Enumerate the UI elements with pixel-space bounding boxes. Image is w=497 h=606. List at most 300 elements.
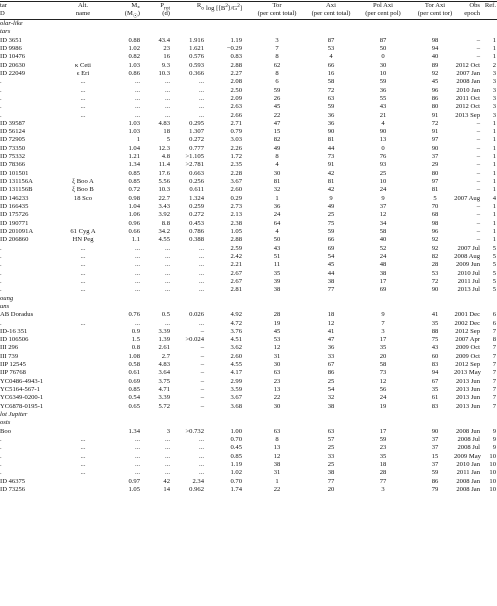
cell-ref: 7 xyxy=(492,402,496,410)
cell-ref: 1 xyxy=(492,119,496,127)
cell-prot: ... xyxy=(165,286,170,294)
cell-ref: 1 xyxy=(492,228,496,235)
cell-ro: 0.366 xyxy=(189,69,204,77)
cell-alt: ... xyxy=(80,94,86,102)
cell-toraxi: 96 xyxy=(431,86,439,94)
cell-prot: 3 xyxy=(166,427,170,435)
cell-alt xyxy=(60,486,106,494)
cell-prot: 34.2 xyxy=(158,228,170,235)
cell-ro: ... xyxy=(199,86,204,94)
cell-ref: 9 xyxy=(492,436,496,443)
cell-toraxi: 94 xyxy=(431,44,439,52)
cell-ro: 0.576 xyxy=(189,53,204,61)
cell-mass: 0.85 xyxy=(128,178,140,186)
cell-ref: 10 xyxy=(489,460,496,468)
cell-ref: 5 xyxy=(492,277,496,285)
column-header-star: tar xyxy=(0,2,7,9)
cell-tor: 11 xyxy=(273,261,281,269)
cell-polaxi: 18 xyxy=(379,460,387,468)
cell-alt xyxy=(60,386,106,394)
cell-alt: 61 Cyg A xyxy=(70,228,96,235)
cell-tor: 59 xyxy=(273,86,281,94)
cell-mass: 0.85 xyxy=(128,169,140,177)
cell-star: ID 166435 xyxy=(0,203,29,211)
cell-tor: 31 xyxy=(273,469,281,477)
cell-alt xyxy=(60,311,106,319)
cell-toraxi: 5 xyxy=(433,194,437,202)
cell-star: ID 22049 xyxy=(0,69,26,77)
cell-prot: ... xyxy=(165,469,170,477)
cell-toraxi: 53 xyxy=(431,269,439,277)
cell-polaxi: 4 xyxy=(381,119,385,127)
cell-axi: 4 xyxy=(329,53,333,61)
cell-ref: 9 xyxy=(492,427,496,435)
cell-tor: 39 xyxy=(273,277,281,285)
cell-logb: 2.66 xyxy=(230,111,242,119)
cell-toraxi: 83 xyxy=(431,402,439,410)
cell-polaxi: 52 xyxy=(379,244,387,252)
cell-ro: 0.453 xyxy=(189,219,204,227)
cell-alt: ξ Boo A xyxy=(72,178,94,186)
cell-epoch: 2008 Aug xyxy=(454,252,480,260)
cell-epoch: 2012 Oct xyxy=(455,61,480,69)
cell-axi: 53 xyxy=(327,44,335,52)
cell-logb: 1.72 xyxy=(230,153,242,161)
cell-ref: 7 xyxy=(492,369,496,377)
cell-polaxi: 10 xyxy=(379,69,387,77)
cell-ro: – xyxy=(200,352,204,360)
column-unit-epoch: epoch xyxy=(464,10,480,17)
cell-tor: 1 xyxy=(275,194,279,202)
cell-star: ID 3651 xyxy=(0,36,22,44)
cell-mass: 0.76 xyxy=(128,311,140,319)
column-unit-logb xyxy=(206,10,242,18)
cell-alt xyxy=(60,394,106,402)
cell-epoch: 2009 May xyxy=(454,452,481,460)
cell-ro: – xyxy=(200,327,204,335)
cell-axi: 12 xyxy=(327,319,335,327)
cell-epoch: 2007 Aug xyxy=(454,194,480,202)
cell-tor: 26 xyxy=(273,94,281,102)
cell-tor: 8 xyxy=(275,436,279,443)
section-heading: osts xyxy=(0,419,11,427)
cell-toraxi: 37 xyxy=(431,436,439,443)
cell-toraxi: 92 xyxy=(431,69,439,77)
cell-mass: 0.8 xyxy=(131,344,140,352)
cell-epoch: – xyxy=(476,203,480,211)
cell-alt xyxy=(60,161,106,169)
cell-prot: ... xyxy=(165,452,170,460)
cell-alt: ... xyxy=(80,261,86,269)
cell-polaxi: 59 xyxy=(379,78,387,86)
cell-ref: 1 xyxy=(492,219,496,227)
cell-alt: ... xyxy=(80,452,86,460)
cell-ref: 1 xyxy=(492,178,496,186)
cell-mass: 1.02 xyxy=(128,44,140,52)
cell-polaxi: 23 xyxy=(379,444,387,452)
cell-star: . xyxy=(0,286,2,294)
cell-alt xyxy=(60,53,106,61)
cell-tor: 63 xyxy=(273,369,281,377)
cell-polaxi: 90 xyxy=(379,128,387,136)
cell-mass: ... xyxy=(135,286,140,294)
cell-toraxi: 91 xyxy=(431,111,439,119)
cell-ref: 1 xyxy=(492,153,496,161)
cell-mass: ... xyxy=(135,277,140,285)
cell-star: ID 56124 xyxy=(0,128,26,136)
cell-ro: 0.272 xyxy=(189,211,204,219)
cell-prot: 2.61 xyxy=(158,344,170,352)
cell-alt: ... xyxy=(80,460,86,468)
cell-ref: 5 xyxy=(492,244,496,252)
cell-alt: κ Ceti xyxy=(75,61,91,69)
cell-tor: 30 xyxy=(273,169,281,177)
cell-star: ID 131156B xyxy=(0,186,33,194)
cell-alt xyxy=(60,153,106,161)
cell-star: . xyxy=(0,94,2,102)
cell-polaxi: 58 xyxy=(379,361,387,369)
cell-prot: 3.43 xyxy=(158,203,170,211)
cell-axi: 69 xyxy=(327,244,335,252)
cell-ro: >0.024 xyxy=(185,336,204,344)
cell-ro: – xyxy=(200,344,204,352)
column-header-axi: Axi xyxy=(326,2,336,9)
cell-mass: 0.72 xyxy=(128,186,140,194)
cell-logb: 2.60 xyxy=(230,352,242,360)
cell-axi: 9 xyxy=(329,194,333,202)
cell-prot: 43.4 xyxy=(158,36,170,44)
cell-tor: 22 xyxy=(273,111,281,119)
cell-ro: >1.105 xyxy=(185,153,204,161)
cell-mass: ... xyxy=(135,86,140,94)
cell-epoch: 2008 Jan xyxy=(456,477,480,485)
cell-star: III 739 xyxy=(0,352,19,360)
cell-prot: 3.39 xyxy=(158,327,170,335)
cell-star: . xyxy=(0,444,2,452)
cell-mass: 0.86 xyxy=(128,69,140,77)
cell-star: ID 46375 xyxy=(0,477,26,485)
cell-ro: 0.295 xyxy=(189,119,204,127)
cell-tor: 32 xyxy=(273,186,281,194)
cell-star: . xyxy=(0,269,2,277)
cell-tor: 81 xyxy=(273,178,281,186)
cell-ro: ... xyxy=(199,103,204,111)
cell-logb: 4.17 xyxy=(230,369,242,377)
cell-polaxi: 93 xyxy=(379,161,387,169)
cell-star: . xyxy=(0,252,2,260)
cell-alt xyxy=(60,403,106,411)
cell-toraxi: 37 xyxy=(431,460,439,468)
cell-ro: ... xyxy=(199,277,204,285)
cell-epoch: 2007 Jul xyxy=(457,244,480,252)
cell-epoch: 2010 Jan xyxy=(456,86,480,94)
cell-toraxi: 86 xyxy=(431,94,439,102)
cell-epoch: 2008 Jun xyxy=(456,427,480,435)
cell-ref: 1 xyxy=(492,236,496,244)
cell-polaxi: 73 xyxy=(379,369,387,377)
cell-logb: 1.02 xyxy=(230,469,242,477)
cell-ro: 0.272 xyxy=(189,136,204,144)
cell-ro: ... xyxy=(199,319,204,327)
cell-mass: ... xyxy=(135,94,140,102)
cell-epoch: – xyxy=(476,186,480,194)
cell-alt xyxy=(60,45,106,53)
cell-logb: 0.70 xyxy=(230,436,242,443)
cell-logb: 2.60 xyxy=(230,186,242,194)
cell-epoch: 2012 Sep xyxy=(455,361,480,369)
cell-prot: ... xyxy=(165,252,170,260)
cell-axi: 25 xyxy=(327,377,335,385)
cell-prot: ... xyxy=(165,460,170,468)
cell-ref: 1 xyxy=(492,144,496,152)
cell-epoch: – xyxy=(476,228,480,235)
cell-toraxi: 92 xyxy=(431,236,439,244)
cell-alt: ... xyxy=(80,469,86,477)
cell-polaxi: 24 xyxy=(379,186,387,194)
cell-ro: 0.593 xyxy=(189,61,204,69)
cell-alt xyxy=(60,120,106,128)
cell-ref: 1 xyxy=(492,211,496,219)
cell-axi: 81 xyxy=(327,178,335,186)
cell-ro: ... xyxy=(199,244,204,252)
cell-ref: 5 xyxy=(492,252,496,260)
cell-toraxi: 94 xyxy=(431,369,439,377)
cell-epoch: 2008 Jul xyxy=(457,436,480,443)
cell-alt: 18 Sco xyxy=(73,194,93,202)
cell-ref: 3 xyxy=(492,69,496,77)
cell-axi: 59 xyxy=(327,103,335,111)
cell-polaxi: 13 xyxy=(379,136,387,144)
cell-logb: 2.21 xyxy=(230,261,242,269)
cell-ro: 0.388 xyxy=(189,236,204,244)
cell-mass: ... xyxy=(135,460,140,468)
cell-ref: 10 xyxy=(489,469,496,477)
cell-logb: 2.63 xyxy=(230,103,242,111)
cell-prot: ... xyxy=(165,444,170,452)
cell-prot: ... xyxy=(165,269,170,277)
cell-star: ID 39587 xyxy=(0,119,26,127)
cell-star: ID-16 351 xyxy=(0,327,28,335)
cell-star: . xyxy=(0,452,2,460)
cell-toraxi: 67 xyxy=(431,377,439,385)
column-header-logb: $\log [⟨B^2⟩/G^2]$ xyxy=(206,3,243,13)
cell-axi: 42 xyxy=(327,169,335,177)
cell-prot: 5.72 xyxy=(158,402,170,410)
cell-logb: 0.29 xyxy=(230,194,242,202)
cell-tor: 43 xyxy=(273,244,281,252)
cell-ro: >2.781 xyxy=(185,161,204,169)
cell-logb: −0.29 xyxy=(226,44,242,52)
cell-tor: 82 xyxy=(273,136,281,144)
cell-ref: 10 xyxy=(489,477,496,485)
cell-epoch: 2011 Oct xyxy=(455,94,480,102)
cell-prot: 10.3 xyxy=(158,186,170,194)
cell-logb: 2.38 xyxy=(230,219,242,227)
cell-logb: 4.55 xyxy=(230,361,242,369)
cell-tor: 47 xyxy=(273,119,281,127)
cell-ref: 7 xyxy=(492,377,496,385)
cell-logb: 2.67 xyxy=(230,277,242,285)
cell-toraxi: 82 xyxy=(431,252,439,260)
cell-mass: 0.61 xyxy=(128,369,140,377)
column-header-tor: Tor xyxy=(272,2,282,9)
cell-prot: ... xyxy=(165,436,170,443)
cell-logb: 2.09 xyxy=(230,94,242,102)
cell-axi: 38 xyxy=(327,469,335,477)
cell-tor: 19 xyxy=(273,319,281,327)
cell-prot: 22.7 xyxy=(158,194,170,202)
cell-epoch: 2013 Jun xyxy=(456,402,480,410)
cell-epoch: – xyxy=(476,119,480,127)
cell-tor: 64 xyxy=(273,219,281,227)
cell-axi: 44 xyxy=(327,144,335,152)
cell-ro: ... xyxy=(199,78,204,86)
cell-mass: 1.06 xyxy=(128,211,140,219)
cell-epoch: 2011 Jul xyxy=(457,277,480,285)
cell-prot: 3.75 xyxy=(158,377,170,385)
cell-logb: 2.35 xyxy=(230,161,242,169)
cell-mass: 1.03 xyxy=(128,128,140,136)
cell-star: . xyxy=(0,244,2,252)
cell-ref: 3 xyxy=(492,111,496,119)
cell-prot: 17.6 xyxy=(158,169,170,177)
cell-prot: ... xyxy=(165,277,170,285)
cell-tor: 28 xyxy=(273,311,281,319)
cell-polaxi: 35 xyxy=(379,344,387,352)
cell-alt: ... xyxy=(80,252,86,260)
cell-star: YC6878-0195-1 xyxy=(0,402,44,410)
cell-alt xyxy=(60,353,106,361)
cell-epoch: 2013 Sep xyxy=(455,111,480,119)
cell-toraxi: 98 xyxy=(431,36,439,44)
cell-axi: 57 xyxy=(327,436,335,443)
section-heading: lot Jupiter xyxy=(0,411,28,419)
cell-alt: ... xyxy=(80,244,86,252)
section-heading: tars xyxy=(0,28,11,36)
cell-prot: ... xyxy=(165,94,170,102)
cell-polaxi: 58 xyxy=(379,228,387,235)
cell-prot: 10.3 xyxy=(158,69,170,77)
cell-mass: 1.5 xyxy=(131,336,140,344)
cell-mass: 0.82 xyxy=(128,53,140,61)
cell-logb: 2.88 xyxy=(230,236,242,244)
cell-axi: 63 xyxy=(327,427,335,435)
cell-tor: 49 xyxy=(273,144,281,152)
cell-alt: ξ Boo B xyxy=(72,186,94,194)
column-header-epoch: Obs xyxy=(469,2,480,9)
cell-ref: 9 xyxy=(492,444,496,452)
cell-star: IIP 12545 xyxy=(0,361,26,369)
cell-axi: 77 xyxy=(327,286,335,294)
cell-epoch: – xyxy=(476,128,480,136)
cell-axi: 59 xyxy=(327,228,335,235)
cell-star: ID 175726 xyxy=(0,211,29,219)
cell-ro: 0.026 xyxy=(189,311,204,319)
cell-ref: 2 xyxy=(492,61,496,69)
cell-axi: 67 xyxy=(327,361,335,369)
cell-ro: ... xyxy=(199,460,204,468)
section-heading: olar-like xyxy=(0,20,23,27)
cell-tor: 51 xyxy=(273,252,281,260)
cell-polaxi: 59 xyxy=(379,436,387,443)
cell-polaxi: 3 xyxy=(381,485,385,493)
cell-prot: ... xyxy=(165,103,170,111)
cell-ro: >0.732 xyxy=(185,427,204,435)
cell-mass: 0.54 xyxy=(128,394,140,402)
cell-polaxi: 76 xyxy=(379,153,387,161)
cell-toraxi: 89 xyxy=(431,61,439,69)
cell-axi: 25 xyxy=(327,460,335,468)
cell-axi: 44 xyxy=(327,269,335,277)
cell-axi: 36 xyxy=(327,119,335,127)
cell-logb: 2.28 xyxy=(230,169,242,177)
cell-prot: 3.39 xyxy=(158,394,170,402)
cell-toraxi: 41 xyxy=(431,311,439,319)
cell-toraxi: 97 xyxy=(431,136,439,144)
cell-mass: 0.9 xyxy=(131,327,140,335)
cell-star: . xyxy=(0,460,2,468)
cell-star: . xyxy=(0,469,2,477)
cell-ref: 7 xyxy=(492,327,496,335)
cell-prot: 0.5 xyxy=(161,311,170,319)
cell-polaxi: 20 xyxy=(379,352,387,360)
cell-ref: 1 xyxy=(492,161,496,169)
cell-ro: 1.621 xyxy=(189,44,204,52)
cell-logb: 3.59 xyxy=(230,386,242,394)
cell-epoch: – xyxy=(476,36,480,44)
cell-prot: 3.64 xyxy=(158,369,170,377)
cell-star: ID 73256 xyxy=(0,485,26,493)
cell-axi: 20 xyxy=(327,485,335,493)
cell-tor: 62 xyxy=(273,61,281,69)
cell-prot: 12.3 xyxy=(158,144,170,152)
cell-ro: 0.962 xyxy=(189,485,204,493)
cell-ro: ... xyxy=(199,452,204,460)
cell-star: Boo xyxy=(0,427,11,435)
cell-axi: 91 xyxy=(327,161,335,169)
column-header-toraxi: Tor Axi xyxy=(424,2,446,9)
cell-tor: 30 xyxy=(273,361,281,369)
cell-alt: ... xyxy=(80,78,86,86)
cell-alt: ϵ Eri xyxy=(76,69,90,77)
cell-ro: 0.611 xyxy=(189,186,204,194)
cell-toraxi: 45 xyxy=(431,78,439,86)
cell-polaxi: 12 xyxy=(379,211,387,219)
cell-polaxi: 17 xyxy=(379,427,387,435)
cell-polaxi: 9 xyxy=(381,194,385,202)
cell-toraxi: 43 xyxy=(431,344,439,352)
cell-mass: ... xyxy=(135,469,140,477)
cell-ro: ... xyxy=(199,469,204,477)
cell-alt: ... xyxy=(80,269,86,277)
cell-prot: ... xyxy=(165,319,170,327)
cell-toraxi: 59 xyxy=(431,469,439,477)
cell-alt: ... xyxy=(80,286,86,294)
cell-epoch: 2010 Jul xyxy=(457,269,480,277)
cell-axi: 25 xyxy=(327,211,335,219)
cell-tor: 8 xyxy=(275,153,279,161)
cell-polaxi: 10 xyxy=(379,178,387,186)
cell-logb: 2.67 xyxy=(230,269,242,277)
cell-star: III 296 xyxy=(0,344,19,352)
cell-axi: 77 xyxy=(327,477,335,485)
column-unit-ro xyxy=(170,10,204,18)
cell-epoch: 2009 Oct xyxy=(455,344,480,352)
cell-toraxi: 72 xyxy=(431,119,439,127)
cell-mass: 0.66 xyxy=(128,228,140,235)
cell-ro: 0.786 xyxy=(189,228,204,235)
cell-epoch: 2012 Sep xyxy=(455,327,480,335)
